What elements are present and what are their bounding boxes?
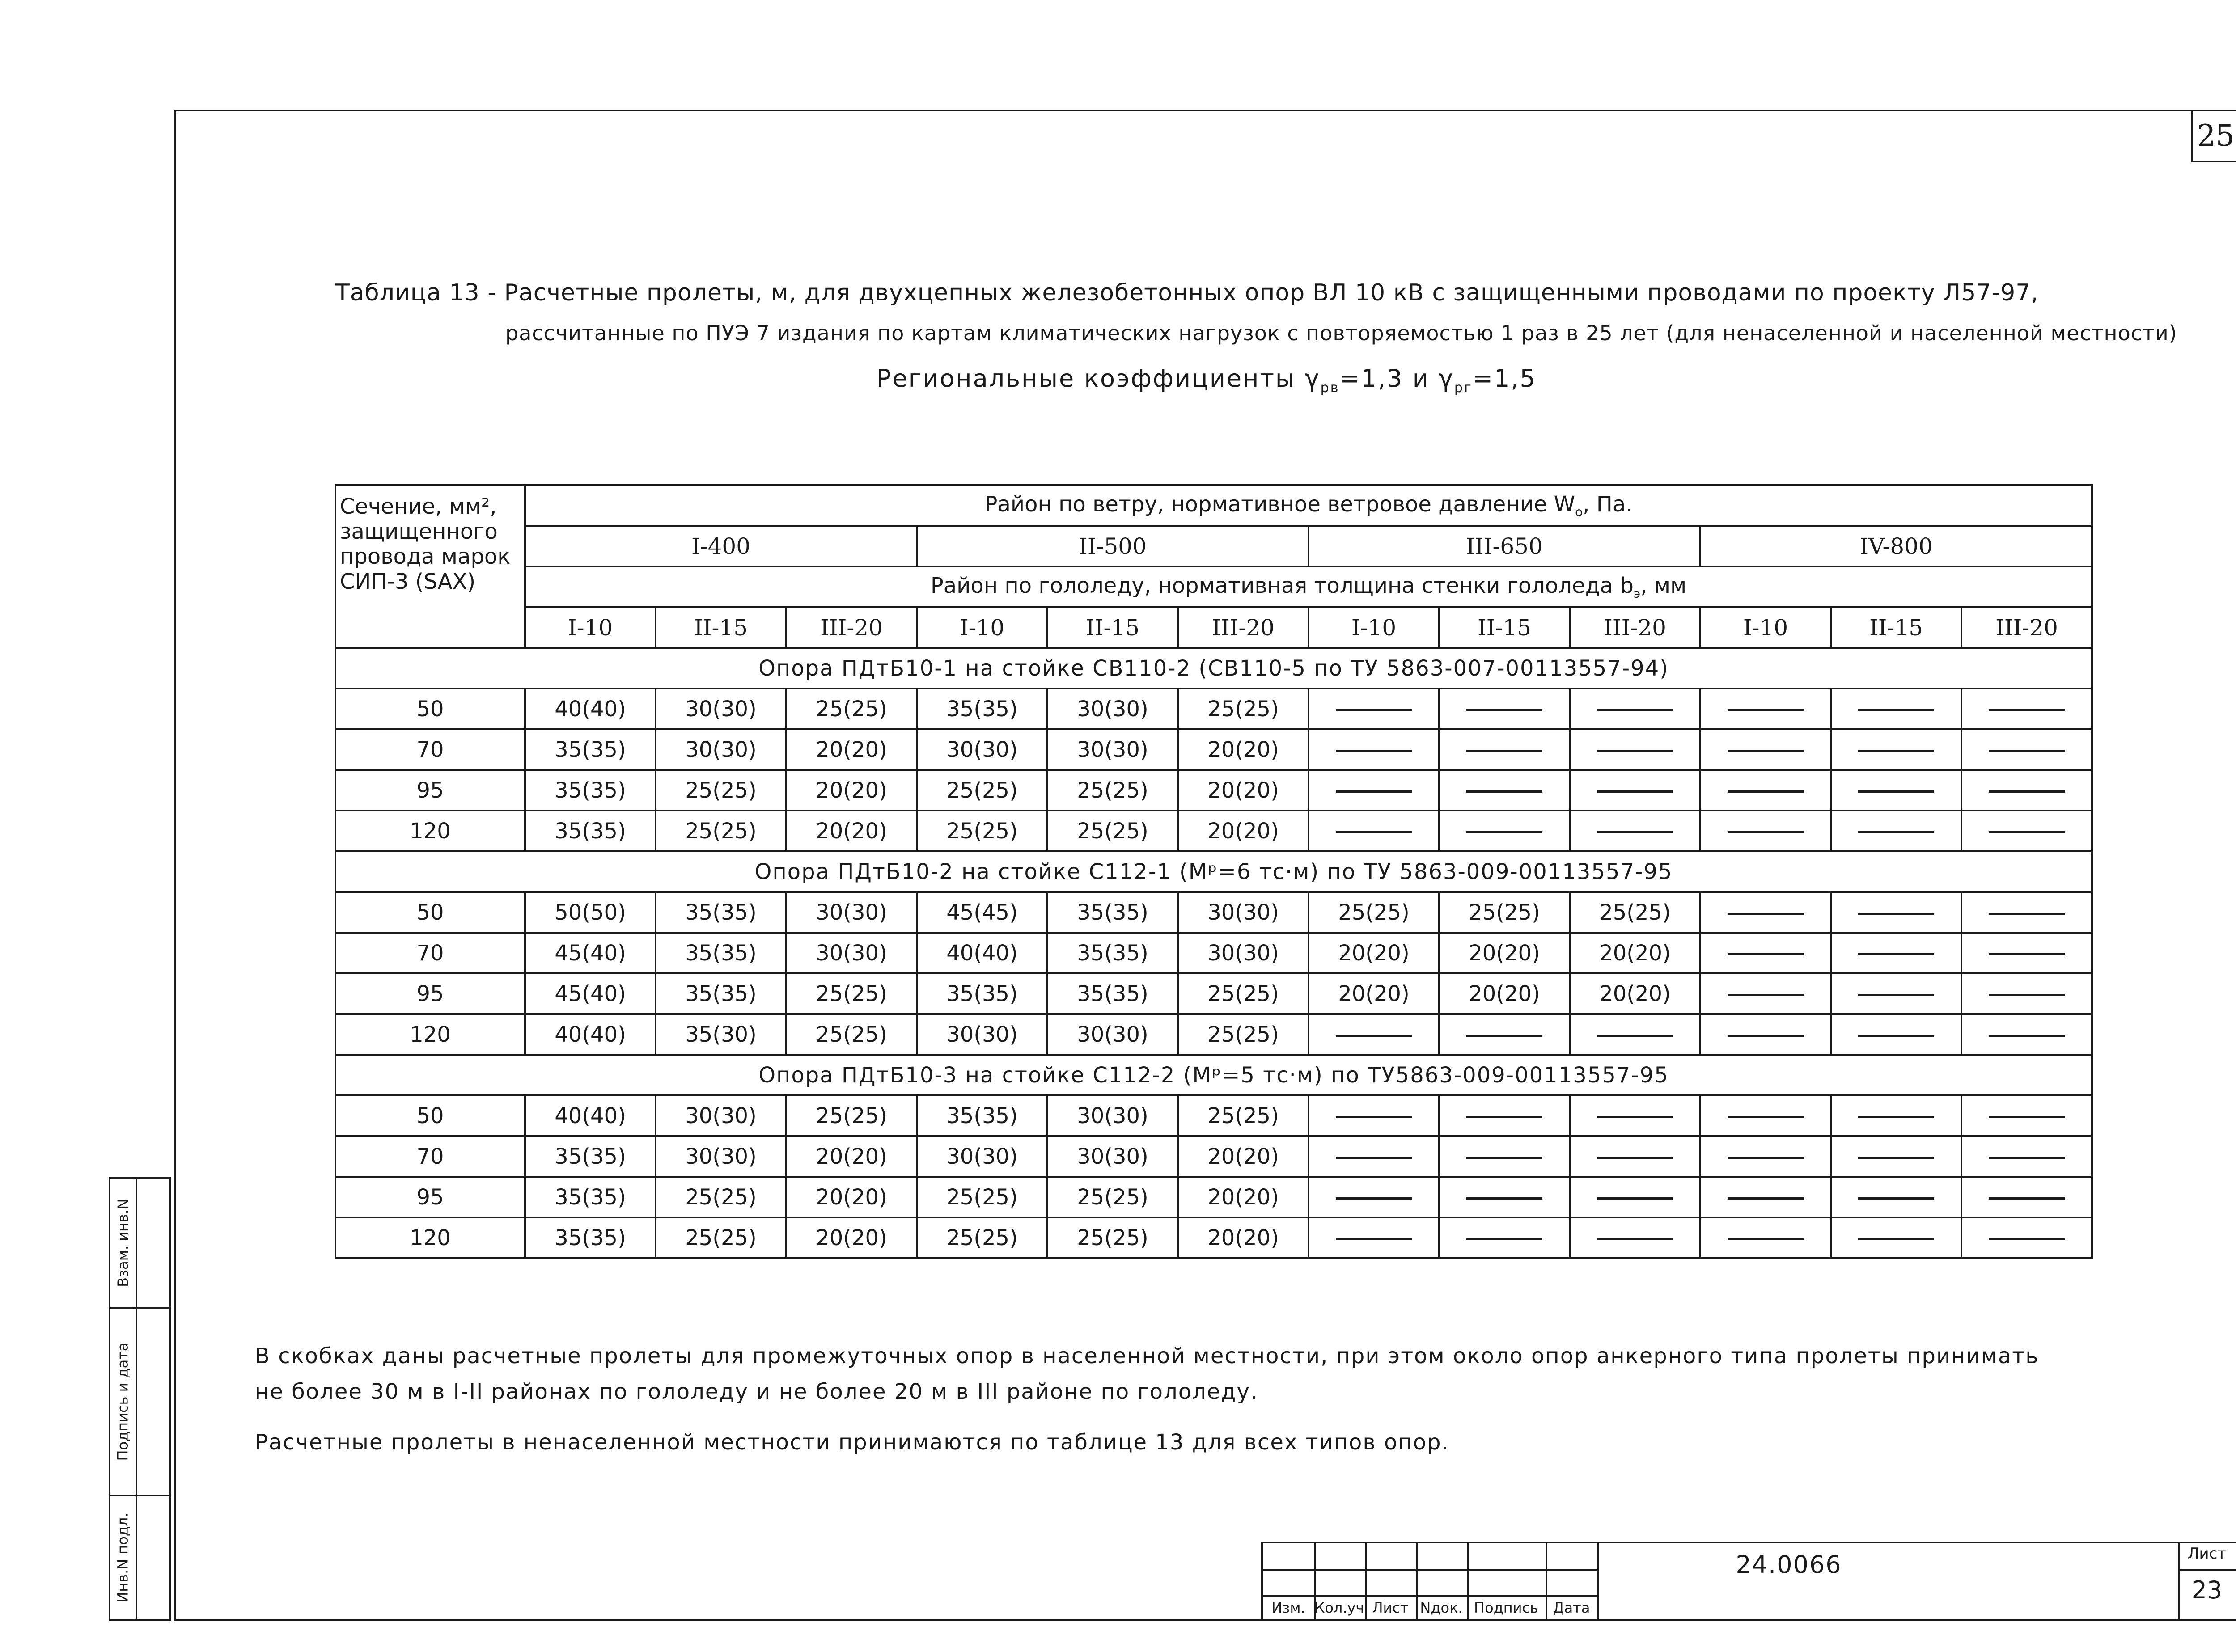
dash-mark xyxy=(1858,831,1934,833)
dash-mark xyxy=(1858,994,1934,996)
dash-mark xyxy=(1989,1035,2065,1037)
stamp-label-doc-no: Nдок. xyxy=(1420,1599,1463,1616)
dash-mark xyxy=(1466,831,1542,833)
span-value-cell: 35(35) xyxy=(525,729,656,770)
dash-mark xyxy=(1466,1116,1542,1118)
table-row xyxy=(335,1177,2092,1217)
group-row xyxy=(335,648,2092,689)
dash-mark xyxy=(1597,1116,1673,1118)
dash-mark xyxy=(1858,1035,1934,1037)
empty-dash-cell xyxy=(1439,1177,1570,1217)
empty-dash-cell xyxy=(1831,933,1961,973)
empty-dash-cell xyxy=(1831,973,1961,1014)
ice-region-header: III-20 xyxy=(786,607,917,648)
dash-mark xyxy=(1858,1238,1934,1240)
dash-mark xyxy=(1728,1035,1804,1037)
dash-mark xyxy=(1858,790,1934,793)
span-value-cell: 35(35) xyxy=(525,1177,656,1217)
table-row xyxy=(335,729,2092,770)
dash-mark xyxy=(1597,1157,1673,1159)
empty-dash-cell xyxy=(1831,892,1961,933)
span-value-cell: 20(20) xyxy=(1178,1136,1309,1177)
table-row xyxy=(335,973,2092,1014)
empty-dash-cell xyxy=(1831,1095,1961,1136)
ice-region-header: I-10 xyxy=(525,607,656,648)
empty-dash-cell xyxy=(1700,1014,1831,1055)
wind-region-header: III-650 xyxy=(1309,526,1700,566)
span-value-cell: 20(20) xyxy=(1178,1217,1309,1258)
ice-header: Район по гололеду, нормативная толщина стенки гололеда $b_э$, мм xyxy=(525,566,2092,607)
span-value-cell: 35(35) xyxy=(656,933,786,973)
span-value-cell: 30(30) xyxy=(917,1014,1047,1055)
ice-region-header: III-20 xyxy=(1961,607,2092,648)
dash-mark xyxy=(1989,750,2065,752)
table-title-line1: Таблица 13 - Расчетные пролеты, м, для двухцепных железобетонных опор ВЛ 10 кВ с защищенными проводами по проекту Л57-97, xyxy=(335,279,2039,306)
ice-region-header: I-10 xyxy=(917,607,1047,648)
dash-mark xyxy=(1989,913,2065,915)
dash-mark xyxy=(1466,790,1542,793)
span-value-cell: 30(30) xyxy=(1178,933,1309,973)
stamp-label-change: Изм. xyxy=(1271,1599,1305,1616)
span-value-cell: 20(20) xyxy=(1178,811,1309,851)
section-cell: 50 xyxy=(335,1095,525,1136)
dash-mark xyxy=(1466,709,1542,711)
ice-region-header: I-10 xyxy=(1700,607,1831,648)
empty-dash-cell xyxy=(1439,1136,1570,1177)
group-row xyxy=(335,1055,2092,1095)
section-cell: 95 xyxy=(335,1177,525,1217)
wind-region-header: I-400 xyxy=(525,526,917,566)
empty-dash-cell xyxy=(1309,1177,1439,1217)
span-value-cell: 20(20) xyxy=(786,770,917,811)
dash-mark xyxy=(1597,1035,1673,1037)
empty-dash-cell xyxy=(1700,892,1831,933)
dash-mark xyxy=(1336,1035,1412,1037)
span-value-cell: 25(25) xyxy=(656,1177,786,1217)
span-value-cell: 20(20) xyxy=(786,1136,917,1177)
stamp-label-signature: Подпись xyxy=(1474,1599,1538,1616)
span-value-cell: 25(25) xyxy=(786,689,917,729)
span-value-cell: 35(35) xyxy=(1047,933,1178,973)
span-value-cell: 25(25) xyxy=(1178,973,1309,1014)
dash-mark xyxy=(1858,1116,1934,1118)
dash-mark xyxy=(1858,750,1934,752)
span-value-cell: 25(25) xyxy=(1309,892,1439,933)
empty-dash-cell xyxy=(1961,770,2092,811)
span-value-cell: 20(20) xyxy=(786,1217,917,1258)
dash-mark xyxy=(1336,790,1412,793)
empty-dash-cell xyxy=(1961,973,2092,1014)
span-value-cell: 20(20) xyxy=(1178,729,1309,770)
span-value-cell: 25(25) xyxy=(1047,1177,1178,1217)
dash-mark xyxy=(1989,994,2065,996)
empty-dash-cell xyxy=(1961,1136,2092,1177)
span-value-cell: 25(25) xyxy=(1178,689,1309,729)
empty-dash-cell xyxy=(1439,1095,1570,1136)
section-header: Сечение, мм², защищенного провода марок СИП-3 (SAX) xyxy=(335,485,525,648)
dash-mark xyxy=(1858,1197,1934,1200)
empty-dash-cell xyxy=(1700,689,1831,729)
empty-dash-cell xyxy=(1831,811,1961,851)
empty-dash-cell xyxy=(1831,1217,1961,1258)
span-value-cell: 25(25) xyxy=(1178,1095,1309,1136)
support-type-title: Опора ПДтБ10-3 на стойке С112-2 (Мᵖ=5 тс·м) по ТУ5863-009-00113557-95 xyxy=(335,1055,2092,1095)
dash-mark xyxy=(1728,1238,1804,1240)
span-value-cell: 35(35) xyxy=(525,770,656,811)
section-cell: 70 xyxy=(335,729,525,770)
span-value-cell: 25(25) xyxy=(1570,892,1700,933)
dash-mark xyxy=(1728,913,1804,915)
span-value-cell: 30(30) xyxy=(656,689,786,729)
span-value-cell: 25(25) xyxy=(786,1095,917,1136)
span-value-cell: 20(20) xyxy=(1178,1177,1309,1217)
span-value-cell: 25(25) xyxy=(656,1217,786,1258)
section-cell: 120 xyxy=(335,1217,525,1258)
stamp-label-sheet: Лист xyxy=(1372,1599,1409,1616)
span-value-cell: 30(30) xyxy=(786,892,917,933)
empty-dash-cell xyxy=(1700,1217,1831,1258)
dash-mark xyxy=(1466,1238,1542,1240)
span-value-cell: 20(20) xyxy=(1178,770,1309,811)
empty-dash-cell xyxy=(1961,1217,2092,1258)
span-value-cell: 25(25) xyxy=(1439,892,1570,933)
span-value-cell: 30(30) xyxy=(1178,892,1309,933)
empty-dash-cell xyxy=(1700,1177,1831,1217)
span-value-cell: 25(25) xyxy=(1047,1217,1178,1258)
span-value-cell: 45(40) xyxy=(525,973,656,1014)
side-cell-replaced-inv xyxy=(110,1179,169,1309)
empty-dash-cell xyxy=(1570,1136,1700,1177)
sheet-label: Лист xyxy=(2187,1545,2227,1563)
dash-mark xyxy=(1336,709,1412,711)
span-value-cell: 25(25) xyxy=(1178,1014,1309,1055)
span-value-cell: 30(30) xyxy=(656,1136,786,1177)
dash-mark xyxy=(1989,1197,2065,1200)
empty-dash-cell xyxy=(1309,1095,1439,1136)
ice-region-header: II-15 xyxy=(1047,607,1178,648)
span-value-cell: 20(20) xyxy=(786,729,917,770)
side-cell-original-inv xyxy=(110,1496,169,1619)
span-value-cell: 20(20) xyxy=(786,1177,917,1217)
table-row xyxy=(335,1095,2092,1136)
empty-dash-cell xyxy=(1961,1014,2092,1055)
table-row xyxy=(335,933,2092,973)
side-label-original-inv: Инв.N подл. xyxy=(114,1513,131,1603)
span-value-cell: 40(40) xyxy=(525,1095,656,1136)
side-label-replaced-inv: Взам. инв.N xyxy=(114,1199,131,1287)
dash-mark xyxy=(1336,1157,1412,1159)
stamp-label-count: Кол.уч xyxy=(1314,1599,1364,1616)
dash-mark xyxy=(1989,1238,2065,1240)
empty-dash-cell xyxy=(1570,1014,1700,1055)
dash-mark xyxy=(1858,1157,1934,1159)
empty-dash-cell xyxy=(1570,1217,1700,1258)
span-value-cell: 35(35) xyxy=(917,973,1047,1014)
section-cell: 50 xyxy=(335,892,525,933)
span-value-cell: 25(25) xyxy=(1047,770,1178,811)
header-row-ice xyxy=(335,566,2092,607)
table-title-line2: рассчитанные по ПУЭ 7 издания по картам климатических нагрузок с повторяемостью 1 раз в 25 лет (для ненаселенной и населенной местности) xyxy=(505,321,2177,345)
span-value-cell: 40(40) xyxy=(525,1014,656,1055)
span-value-cell: 30(30) xyxy=(1047,1095,1178,1136)
empty-dash-cell xyxy=(1700,729,1831,770)
empty-dash-cell xyxy=(1309,689,1439,729)
stamp-label-date: Дата xyxy=(1553,1599,1590,1616)
side-label-signature-date: Подпись и дата xyxy=(114,1342,131,1461)
group-row xyxy=(335,851,2092,892)
wind-region-header: IV-800 xyxy=(1700,526,2092,566)
dash-mark xyxy=(1466,750,1542,752)
dash-mark xyxy=(1858,913,1934,915)
span-value-cell: 20(20) xyxy=(1439,933,1570,973)
span-value-cell: 25(25) xyxy=(656,770,786,811)
dash-mark xyxy=(1336,1116,1412,1118)
table-row xyxy=(335,770,2092,811)
span-value-cell: 30(30) xyxy=(1047,1014,1178,1055)
empty-dash-cell xyxy=(1439,689,1570,729)
support-type-title: Опора ПДтБ10-2 на стойке С112-1 (Мᵖ=6 тс·м) по ТУ 5863-009-00113557-95 xyxy=(335,851,2092,892)
empty-dash-cell xyxy=(1309,1014,1439,1055)
dash-mark xyxy=(1336,1238,1412,1240)
page-number: 25 xyxy=(2191,111,2236,162)
dash-mark xyxy=(1728,831,1804,833)
note-line1: В скобках даны расчетные пролеты для промежуточных опор в населенной местности, при этом около опор анкерного типа пролеты принимать xyxy=(255,1344,2039,1369)
empty-dash-cell xyxy=(1831,689,1961,729)
dash-mark xyxy=(1989,1157,2065,1159)
empty-dash-cell xyxy=(1831,1014,1961,1055)
dash-mark xyxy=(1336,831,1412,833)
empty-dash-cell xyxy=(1570,729,1700,770)
section-cell: 120 xyxy=(335,1014,525,1055)
span-value-cell: 35(35) xyxy=(525,1136,656,1177)
dash-mark xyxy=(1728,953,1804,955)
span-value-cell: 25(25) xyxy=(1047,811,1178,851)
section-cell: 95 xyxy=(335,973,525,1014)
note-line2: не более 30 м в I-II районах по гололеду и не более 20 м в III районе по гололеду. xyxy=(255,1379,1258,1404)
regional-coefficients: Региональные коэффициенты $\gamma_{рв}=1,3$ и $\gamma_{рг}=1,5$ xyxy=(877,364,1537,396)
span-value-cell: 20(20) xyxy=(1570,973,1700,1014)
span-value-cell: 25(25) xyxy=(917,811,1047,851)
empty-dash-cell xyxy=(1961,811,2092,851)
empty-dash-cell xyxy=(1309,729,1439,770)
empty-dash-cell xyxy=(1700,933,1831,973)
empty-dash-cell xyxy=(1570,1177,1700,1217)
empty-dash-cell xyxy=(1831,1177,1961,1217)
ice-region-header: III-20 xyxy=(1178,607,1309,648)
ice-region-header: II-15 xyxy=(1439,607,1570,648)
span-value-cell: 20(20) xyxy=(1570,933,1700,973)
sheet-divider xyxy=(2178,1569,2236,1571)
section-cell: 95 xyxy=(335,770,525,811)
span-value-cell: 35(35) xyxy=(1047,973,1178,1014)
empty-dash-cell xyxy=(1439,1014,1570,1055)
empty-dash-cell xyxy=(1961,729,2092,770)
span-value-cell: 25(25) xyxy=(786,973,917,1014)
table-row xyxy=(335,892,2092,933)
span-value-cell: 50(50) xyxy=(525,892,656,933)
section-cell: 120 xyxy=(335,811,525,851)
span-value-cell: 20(20) xyxy=(1309,933,1439,973)
empty-dash-cell xyxy=(1439,770,1570,811)
span-value-cell: 25(25) xyxy=(917,1217,1047,1258)
span-value-cell: 25(25) xyxy=(917,770,1047,811)
span-value-cell: 25(25) xyxy=(786,1014,917,1055)
ice-region-header: II-15 xyxy=(1831,607,1961,648)
span-value-cell: 25(25) xyxy=(917,1177,1047,1217)
sheet-number: 23 xyxy=(2191,1576,2223,1604)
empty-dash-cell xyxy=(1309,770,1439,811)
empty-dash-cell xyxy=(1570,811,1700,851)
dash-mark xyxy=(1728,750,1804,752)
dash-mark xyxy=(1989,1116,2065,1118)
span-value-cell: 30(30) xyxy=(917,729,1047,770)
empty-dash-cell xyxy=(1831,770,1961,811)
dash-mark xyxy=(1466,1157,1542,1159)
dash-mark xyxy=(1336,1197,1412,1200)
dash-mark xyxy=(1728,1157,1804,1159)
span-value-cell: 20(20) xyxy=(1309,973,1439,1014)
span-value-cell: 35(35) xyxy=(1047,892,1178,933)
span-value-cell: 25(25) xyxy=(656,811,786,851)
empty-dash-cell xyxy=(1700,973,1831,1014)
table-row xyxy=(335,1136,2092,1177)
dash-mark xyxy=(1858,953,1934,955)
dash-mark xyxy=(1597,831,1673,833)
empty-dash-cell xyxy=(1570,770,1700,811)
empty-dash-cell xyxy=(1700,1095,1831,1136)
section-cell: 50 xyxy=(335,689,525,729)
dash-mark xyxy=(1728,994,1804,996)
span-value-cell: 35(35) xyxy=(917,689,1047,729)
empty-dash-cell xyxy=(1700,770,1831,811)
section-cell: 70 xyxy=(335,933,525,973)
span-value-cell: 35(35) xyxy=(656,973,786,1014)
wind-header: Район по ветру, нормативное ветровое давление $W_о$, Па. xyxy=(525,485,2092,526)
span-value-cell: 20(20) xyxy=(1439,973,1570,1014)
side-stamp xyxy=(109,1177,171,1621)
empty-dash-cell xyxy=(1831,1136,1961,1177)
empty-dash-cell xyxy=(1961,892,2092,933)
empty-dash-cell xyxy=(1309,1136,1439,1177)
note-line3: Расчетные пролеты в ненаселенной местности принимаются по таблице 13 для всех типов опор. xyxy=(255,1430,1449,1455)
dash-mark xyxy=(1466,1035,1542,1037)
dash-mark xyxy=(1728,1116,1804,1118)
side-cell-signature-date xyxy=(110,1309,169,1496)
empty-dash-cell xyxy=(1961,1177,2092,1217)
dash-mark xyxy=(1989,790,2065,793)
span-value-cell: 35(35) xyxy=(656,892,786,933)
empty-dash-cell xyxy=(1309,811,1439,851)
dash-mark xyxy=(1858,709,1934,711)
support-type-title: Опора ПДтБ10-1 на стойке СВ110-2 (СВ110-5 по ТУ 5863-007-00113557-94) xyxy=(335,648,2092,689)
header-row-ice-regions xyxy=(335,607,2092,648)
empty-dash-cell xyxy=(1700,1136,1831,1177)
span-value-cell: 30(30) xyxy=(917,1136,1047,1177)
ice-region-header: II-15 xyxy=(656,607,786,648)
dash-mark xyxy=(1597,1197,1673,1200)
table-row xyxy=(335,811,2092,851)
empty-dash-cell xyxy=(1439,1217,1570,1258)
dash-mark xyxy=(1728,709,1804,711)
span-value-cell: 35(35) xyxy=(525,1217,656,1258)
table-row xyxy=(335,1014,2092,1055)
dash-mark xyxy=(1989,709,2065,711)
span-value-cell: 40(40) xyxy=(917,933,1047,973)
span-value-cell: 35(35) xyxy=(917,1095,1047,1136)
empty-dash-cell xyxy=(1831,729,1961,770)
header-row-wind-regions xyxy=(335,526,2092,566)
empty-dash-cell xyxy=(1700,811,1831,851)
ice-region-header: I-10 xyxy=(1309,607,1439,648)
span-value-cell: 30(30) xyxy=(656,729,786,770)
span-value-cell: 30(30) xyxy=(786,933,917,973)
span-value-cell: 20(20) xyxy=(786,811,917,851)
span-value-cell: 30(30) xyxy=(1047,689,1178,729)
dash-mark xyxy=(1989,831,2065,833)
span-value-cell: 45(45) xyxy=(917,892,1047,933)
dash-mark xyxy=(1597,750,1673,752)
dash-mark xyxy=(1597,790,1673,793)
dash-mark xyxy=(1597,709,1673,711)
table-row xyxy=(335,1217,2092,1258)
document-code: 24.0066 xyxy=(1736,1551,1842,1579)
span-value-cell: 30(30) xyxy=(1047,1136,1178,1177)
span-value-cell: 45(40) xyxy=(525,933,656,973)
span-value-cell: 35(35) xyxy=(525,811,656,851)
dash-mark xyxy=(1336,750,1412,752)
spans-table xyxy=(335,484,2093,1259)
span-value-cell: 40(40) xyxy=(525,689,656,729)
dash-mark xyxy=(1597,1238,1673,1240)
empty-dash-cell xyxy=(1961,689,2092,729)
empty-dash-cell xyxy=(1570,1095,1700,1136)
section-cell: 70 xyxy=(335,1136,525,1177)
dash-mark xyxy=(1728,790,1804,793)
span-value-cell: 35(30) xyxy=(656,1014,786,1055)
dash-mark xyxy=(1728,1197,1804,1200)
empty-dash-cell xyxy=(1961,1095,2092,1136)
table-row xyxy=(335,689,2092,729)
span-value-cell: 30(30) xyxy=(1047,729,1178,770)
empty-dash-cell xyxy=(1570,689,1700,729)
empty-dash-cell xyxy=(1439,811,1570,851)
span-value-cell: 30(30) xyxy=(656,1095,786,1136)
empty-dash-cell xyxy=(1309,1217,1439,1258)
dash-mark xyxy=(1989,953,2065,955)
ice-region-header: III-20 xyxy=(1570,607,1700,648)
wind-region-header: II-500 xyxy=(917,526,1309,566)
dash-mark xyxy=(1466,1197,1542,1200)
empty-dash-cell xyxy=(1439,729,1570,770)
header-row-wind xyxy=(335,485,2092,526)
empty-dash-cell xyxy=(1961,933,2092,973)
